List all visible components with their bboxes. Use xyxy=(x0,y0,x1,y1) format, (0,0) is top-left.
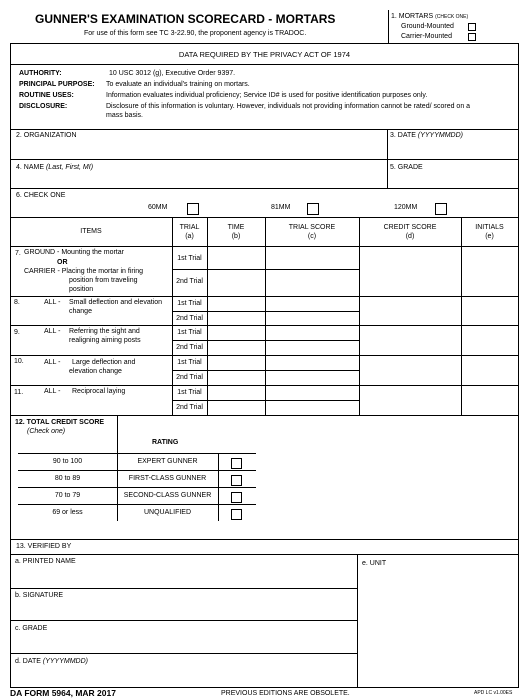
item-7-carrier-3: position xyxy=(69,286,94,293)
verifier-grade-field[interactable] xyxy=(14,636,354,652)
item-7-ground: GROUND - Mounting the mortar xyxy=(24,249,124,256)
privacy-heading: DATA REQUIRED BY THE PRIVACY ACT OF 1974 xyxy=(178,50,351,59)
rating-second-class-checkbox[interactable] xyxy=(231,492,242,503)
items-header: ITEMS xyxy=(80,228,102,235)
section-divider xyxy=(10,539,519,540)
item-8-score-2[interactable] xyxy=(266,312,358,324)
purpose-text: To evaluate an individual's training on mortars. xyxy=(106,81,250,88)
printed-name-label: a. PRINTED NAME xyxy=(15,558,76,565)
item-7-credit[interactable] xyxy=(360,247,460,295)
item-11-score-1[interactable] xyxy=(266,386,358,399)
item-11-time-1[interactable] xyxy=(208,386,264,399)
section-divider xyxy=(10,554,519,555)
item-10-text-2: elevation change xyxy=(69,368,122,375)
grade-field[interactable] xyxy=(390,173,515,187)
item-8-time-2[interactable] xyxy=(208,312,264,324)
item-10-all: ALL - xyxy=(44,359,61,366)
initials-header-sub: (e) xyxy=(485,233,494,240)
disclosure-text-2: mass basis. xyxy=(106,112,143,119)
item-11-time-2[interactable] xyxy=(208,401,264,414)
item-10-trial-1: 1st Trial xyxy=(177,359,202,366)
rating-unqualified-checkbox[interactable] xyxy=(231,509,242,520)
mortars-label: 1. MORTARS (CHECK ONE) xyxy=(391,13,469,20)
date-label: 3. DATE (YYYYMMDD) xyxy=(390,132,464,139)
item-8-all: ALL - xyxy=(44,299,61,306)
verified-by-label: 13. VERIFIED BY xyxy=(16,543,72,550)
item-9-score-1[interactable] xyxy=(266,326,358,339)
frame-left xyxy=(10,43,11,687)
form-id: DA FORM 5964, MAR 2017 xyxy=(10,688,116,698)
organization-label: 2. ORGANIZATION xyxy=(16,132,77,139)
obsolete-note: PREVIOUS EDITIONS ARE OBSOLETE. xyxy=(221,690,350,697)
item-11-text-1: Reciprocal laying xyxy=(72,388,126,395)
check-one-label: 6. CHECK ONE xyxy=(16,192,66,199)
table-row-line xyxy=(10,415,519,416)
trial-header: TRIAL xyxy=(179,224,200,231)
item-10-score-1[interactable] xyxy=(266,356,358,369)
signature-label: b. SIGNATURE xyxy=(15,592,64,599)
item-9-text-1: Referring the sight and xyxy=(69,328,140,335)
item-7-time-1[interactable] xyxy=(208,247,264,268)
item-9-initials[interactable] xyxy=(462,326,517,354)
unit-field[interactable] xyxy=(361,572,515,588)
trial-score-header: TRIAL SCORE xyxy=(288,224,336,231)
rating-row-line xyxy=(18,504,256,505)
item-11-number: 11. xyxy=(14,389,24,396)
verify-row-line xyxy=(10,620,358,621)
item-9-trial-2: 2nd Trial xyxy=(176,344,203,351)
rating-second-class: SECOND-CLASS GUNNER xyxy=(123,492,212,499)
routine-text: Information evaluates individual proficiency; Service ID# is used for positive identification purposes only. xyxy=(106,92,428,99)
rating-heading: RATING xyxy=(152,439,179,446)
item-8-time-1[interactable] xyxy=(208,297,264,310)
rating-expert-checkbox[interactable] xyxy=(231,458,242,469)
item-8-score-1[interactable] xyxy=(266,297,358,310)
verify-row-line xyxy=(10,653,358,654)
caliber-60mm-label: 60MM xyxy=(148,204,168,211)
frame-right xyxy=(518,43,519,687)
item-11-credit[interactable] xyxy=(360,386,460,414)
rating-first-class-checkbox[interactable] xyxy=(231,475,242,486)
total-credit-field[interactable] xyxy=(14,437,114,451)
trial-score-header-sub: (c) xyxy=(307,233,317,240)
row-divider xyxy=(10,188,519,189)
item-8-text-2: change xyxy=(69,308,92,315)
verifier-date-field[interactable] xyxy=(14,669,354,685)
item-11-trial-2: 2nd Trial xyxy=(176,404,203,411)
item-7-carrier-2: position from traveling xyxy=(69,277,138,284)
item-11-trial-1: 1st Trial xyxy=(177,389,202,396)
item-11-score-2[interactable] xyxy=(266,401,358,414)
item-10-time-2[interactable] xyxy=(208,371,264,384)
row-divider xyxy=(10,159,519,160)
item-9-number: 9. xyxy=(14,329,20,336)
item-7-trial-2: 2nd Trial xyxy=(176,278,203,285)
verifier-grade-label: c. GRADE xyxy=(15,625,48,632)
organization-field[interactable] xyxy=(14,143,384,157)
rating-range-expert: 90 to 100 xyxy=(52,458,83,465)
credit-score-header-sub: (d) xyxy=(405,233,415,240)
item-10-initials[interactable] xyxy=(462,356,517,384)
signature-field[interactable] xyxy=(14,603,354,619)
item-10-time-1[interactable] xyxy=(208,356,264,369)
item-7-number: 7. xyxy=(15,250,21,257)
verifier-date-label: d. DATE (YYYYMMDD) xyxy=(15,658,89,665)
version-note: APD LC v1.00ES xyxy=(474,690,513,696)
total-credit-label: 12. TOTAL CREDIT SCORE xyxy=(15,419,105,426)
item-10-score-2[interactable] xyxy=(266,371,358,384)
item-10-credit[interactable] xyxy=(360,356,460,384)
caliber-81mm-checkbox[interactable] xyxy=(307,203,319,215)
item-11-all: ALL - xyxy=(44,388,61,395)
item-8-number: 8. xyxy=(14,299,20,306)
caliber-81mm-label: 81MM xyxy=(271,204,291,211)
item-9-credit[interactable] xyxy=(360,326,460,354)
rating-row-line xyxy=(18,470,256,471)
date-field[interactable] xyxy=(390,143,515,157)
item-8-trial-1: 1st Trial xyxy=(177,300,202,307)
grade-label: 5. GRADE xyxy=(390,164,423,171)
time-header: TIME xyxy=(227,224,245,231)
rating-first-class: FIRST-CLASS GUNNER xyxy=(128,475,207,482)
item-11-initials[interactable] xyxy=(462,386,517,414)
item-7-trial-1: 1st Trial xyxy=(177,255,202,262)
name-label: 4. NAME (Last, First, MI) xyxy=(16,164,94,171)
frame-line xyxy=(10,43,519,44)
item-10-trial-2: 2nd Trial xyxy=(176,374,203,381)
authority-label: AUTHORITY: xyxy=(19,70,62,77)
disclosure-text-1: Disclosure of this information is voluntary. However, individuals not providing information cannot be rated/ scored on a xyxy=(106,103,471,110)
name-field[interactable] xyxy=(14,173,384,187)
rating-row-line xyxy=(18,487,256,488)
ground-mounted-label: Ground-Mounted xyxy=(401,23,454,30)
item-9-time-1[interactable] xyxy=(208,326,264,339)
form-title: GUNNER'S EXAMINATION SCORECARD - MORTARS xyxy=(35,12,336,26)
item-7-score-1[interactable] xyxy=(266,247,358,268)
caliber-60mm-checkbox[interactable] xyxy=(187,203,199,215)
time-header-sub: (b) xyxy=(231,233,241,240)
disclosure-label: DISCLOSURE: xyxy=(19,103,68,110)
rating-unqualified: UNQUALIFIED xyxy=(143,509,192,516)
item-9-text-2: realigning aiming posts xyxy=(69,337,141,344)
item-8-trial-2: 2nd Trial xyxy=(176,315,203,322)
purpose-label: PRINCIPAL PURPOSE: xyxy=(19,81,95,88)
rating-range-second-class: 70 to 79 xyxy=(54,492,81,499)
trial-header-sub: (a) xyxy=(185,233,194,240)
privacy-divider xyxy=(10,64,519,65)
printed-name-field[interactable] xyxy=(14,570,354,586)
item-8-text-1: Small deflection and elevation xyxy=(69,299,163,306)
item-7-carrier: CARRIER - Placing the mortar in firing xyxy=(24,268,144,275)
item-8-initials[interactable] xyxy=(462,297,517,324)
header-divider xyxy=(388,10,389,43)
item-10-number: 10. xyxy=(14,358,24,365)
form-subtitle: For use of this form see TC 3-22.90, the proponent agency is TRADOC. xyxy=(84,30,307,37)
credit-score-header: CREDIT SCORE xyxy=(383,224,437,231)
unit-label: e. UNIT xyxy=(362,560,387,567)
item-9-trial-1: 1st Trial xyxy=(177,329,202,336)
item-10-text-1: Large deflection and xyxy=(72,359,136,366)
credit-score-divider xyxy=(117,415,118,453)
authority-text: 10 USC 3012 (g), Executive Order 9397. xyxy=(109,70,236,77)
rating-table-top xyxy=(18,453,256,454)
carrier-mounted-checkbox[interactable] xyxy=(468,33,476,41)
item-7-or: OR xyxy=(57,259,68,266)
rating-range-unqualified: 69 or less xyxy=(52,509,83,516)
caliber-120mm-checkbox[interactable] xyxy=(435,203,447,215)
total-credit-check-one: (Check one) xyxy=(27,428,66,435)
item-9-score-2[interactable] xyxy=(266,341,358,354)
item-7-score-2[interactable] xyxy=(266,270,358,295)
verify-row-line xyxy=(10,588,358,589)
item-7-time-2[interactable] xyxy=(208,270,264,295)
item-7-initials[interactable] xyxy=(462,247,517,295)
item-9-all: ALL - xyxy=(44,328,61,335)
item-9-time-2[interactable] xyxy=(208,341,264,354)
privacy-bottom xyxy=(10,129,519,130)
rating-expert: EXPERT GUNNER xyxy=(137,458,198,465)
ground-mounted-checkbox[interactable] xyxy=(468,23,476,31)
carrier-mounted-label: Carrier-Mounted xyxy=(401,33,452,40)
routine-label: ROUTINE USES: xyxy=(19,92,74,99)
caliber-120mm-label: 120MM xyxy=(394,204,418,211)
rating-range-first-class: 80 to 89 xyxy=(54,475,81,482)
item-8-credit[interactable] xyxy=(360,297,460,324)
initials-header: INITIALS xyxy=(475,224,504,231)
